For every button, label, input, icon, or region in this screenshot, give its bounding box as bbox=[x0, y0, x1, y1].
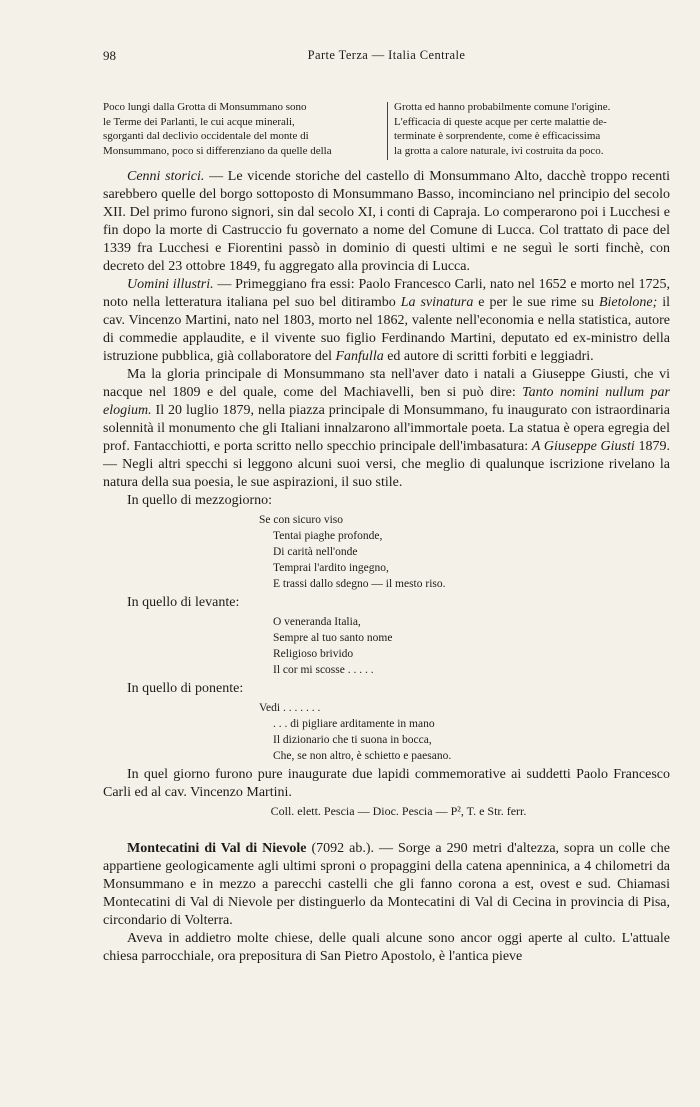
work-title: Bietolone; bbox=[598, 295, 658, 310]
verse-line: . . . di pigliare arditamente in mano bbox=[273, 718, 435, 730]
paragraph-text: 1879. — Negli altri specchi si leggono alcuni suoi versi, che meglio di qualunque iscrizione rivelano la natura della sua poesia, le sue aspirazioni, il suo stile. bbox=[103, 439, 670, 490]
verse-line: O veneranda Italia, bbox=[273, 616, 361, 628]
paragraph-text: il cav. Vincenzo Martini, nato nel 1803, morto nel 1862, valente nell'economia e nella statistica, autore di commedie applaudite, e il vivente suo figlio Ferdinando Martini, deputato ed ex-ministro della istruzione pubblica, già collaboratore del bbox=[103, 295, 670, 364]
inscription: A Giuseppe Giusti bbox=[531, 439, 635, 454]
footnote-left-column bbox=[103, 100, 379, 158]
collegio-line: Coll. elett. Pescia — Dioc. Pescia — P², T. e Str. ferr. bbox=[270, 804, 527, 818]
paragraph-text: ed autore di scritti forbiti e leggiadri. bbox=[383, 349, 594, 364]
paragraph-text: Il 20 luglio 1879, nella piazza principale di Monsummano, fu inaugurato con istraordinaria solennità il monumento che gli Italiani innalzarono all'immortale poeta. La statua è opera egregia del prof. Fantacchiotti, e porta scritto nello specchio principale dell'imbasatura: bbox=[103, 403, 670, 454]
paragraph-giusti bbox=[103, 366, 670, 492]
work-title: Fanfulla bbox=[335, 349, 384, 364]
latin-quote: Tanto nomini nullum par elogium. bbox=[103, 385, 670, 418]
running-title: Parte Terza — Italia Centrale bbox=[307, 48, 466, 62]
paragraph-chiese: Aveva in addietro molte chiese, delle quali alcune sono ancor oggi aperte al culto. L'attuale chiesa parrocchiale, ora prepositura di San Pietro Apostolo, è l'antica pieve bbox=[103, 931, 670, 964]
footnote-line: Poco lungi dalla Grotta di Monsummano sono bbox=[103, 101, 307, 113]
verse-mezzogiorno bbox=[103, 512, 670, 592]
verse-line: Che, se non altro, è schietto e paesano. bbox=[273, 750, 452, 762]
main-text bbox=[103, 168, 670, 966]
section-gap bbox=[103, 820, 670, 840]
paragraph-text: Ma la gloria principale di Monsummano sta nell'aver dato i natali a Giuseppe Giusti, che vi nacque nel 1809 e del quale, come del Machiavelli, ben si può dire: bbox=[103, 367, 670, 400]
paragraph-lapidi: In quel giorno furono pure inaugurate due lapidi commemorative ai suddetti Paolo Francesco Carli ed al cav. Vincenzo Martini. bbox=[103, 767, 670, 800]
paragraph-uomini-illustri bbox=[103, 276, 670, 366]
section-title: Uomini illustri. bbox=[127, 277, 214, 292]
verse-line: Il cor mi scosse . . . . . bbox=[273, 664, 374, 676]
footnote-right-column bbox=[394, 100, 670, 158]
verse-ponente bbox=[103, 700, 670, 764]
footnote-line: le Terme dei Parlanti, le cui acque minerali, bbox=[103, 115, 295, 128]
verse-line: E trassi dallo sdegno — il mesto riso. bbox=[273, 578, 446, 590]
footnote-line: Monsummano, poco si differenziano da quelle della bbox=[103, 144, 332, 157]
footnote-line: terminate è sorprendente, come è efficacissima bbox=[394, 130, 601, 142]
verse-line: Vedi . . . . . . . bbox=[259, 702, 321, 714]
verse-lead-ponente: In quello di ponente: bbox=[127, 681, 244, 696]
verse-line: Tentai piaghe profonde, bbox=[273, 530, 383, 542]
footnote-block bbox=[103, 100, 670, 162]
paragraph-text: — Primeggiano fra essi: Paolo Francesco Carli, nato nel 1652 e morto nel 1725, noto nella letteratura italiana pel suo bel ditirambo bbox=[103, 277, 670, 310]
paragraph-text: (7092 ab.). — Sorge a 290 metri d'altezza, sopra un colle che appartiene geologicamente agli ultimi sproni o propaggini della catena apenninica, a 4 chilometri da Monsummano e in mezzo a parecchi castelli che gli fanno corona a est, ovest e sud. Chiamasi Montecatini di Val di Nievole per distinguerlo da Montecatini di Val di Cecina in provincia di Pisa, circondario di Volterra. bbox=[103, 841, 670, 928]
verse-lead-levante: In quello di levante: bbox=[127, 595, 240, 610]
footnote-line: la grotta a calore naturale, ivi costruita da poco. bbox=[394, 144, 604, 157]
footnote-line: L'efficacia di queste acque per certe malattie de- bbox=[394, 115, 607, 128]
paragraph-cenni-storici bbox=[103, 168, 670, 276]
section-title: Cenni storici. bbox=[127, 169, 205, 184]
verse-line: Religioso brivido bbox=[273, 648, 354, 660]
paragraph-text: e per le sue rime su bbox=[473, 295, 599, 310]
work-title: La svinatura bbox=[400, 295, 474, 310]
footnote-line: Grotta ed hanno probabilmente comune l'origine. bbox=[394, 101, 611, 113]
verse-line: Di carità nell'onde bbox=[273, 546, 358, 558]
verse-line: Sempre al tuo santo nome bbox=[273, 632, 393, 644]
page-header bbox=[103, 48, 670, 68]
verse-lead-mezzogiorno: In quello di mezzogiorno: bbox=[127, 493, 273, 508]
paragraph-montecatini bbox=[103, 840, 670, 930]
verse-line: Temprai l'ardito ingegno, bbox=[273, 562, 389, 574]
page-number: 98 bbox=[103, 48, 116, 63]
paragraph-text: — Le vicende storiche del castello di Monsummano Alto, dacchè troppo recenti sarebbero quelle del borgo sottoposto di Monsummano Basso, incominciano nel principio del secolo XII. Del primo furono signori, sin dal secolo XI, i conti di Capraja. Lo comperarono poi i Lucchesi e fin dopo la morte di Castruccio fu governato a nome del Comune di Lucca. Col trattato di pace del 1339 fra Lucchesi e Fiorentini passò in dominio di questi ultimi e ne seguì le sorti finchè, con decreto del 23 ottobre 1849, fu aggregato alla provincia di Lucca. bbox=[103, 169, 670, 274]
verse-line: Se con sicuro viso bbox=[259, 514, 344, 526]
entry-title: Montecatini di Val di Nievole bbox=[127, 841, 307, 856]
verse-levante bbox=[103, 614, 670, 678]
verse-line: Il dizionario che ti suona in bocca, bbox=[273, 734, 432, 746]
column-divider bbox=[387, 102, 388, 160]
footnote-line: sgorganti dal declivio occidentale del monte di bbox=[103, 130, 309, 142]
